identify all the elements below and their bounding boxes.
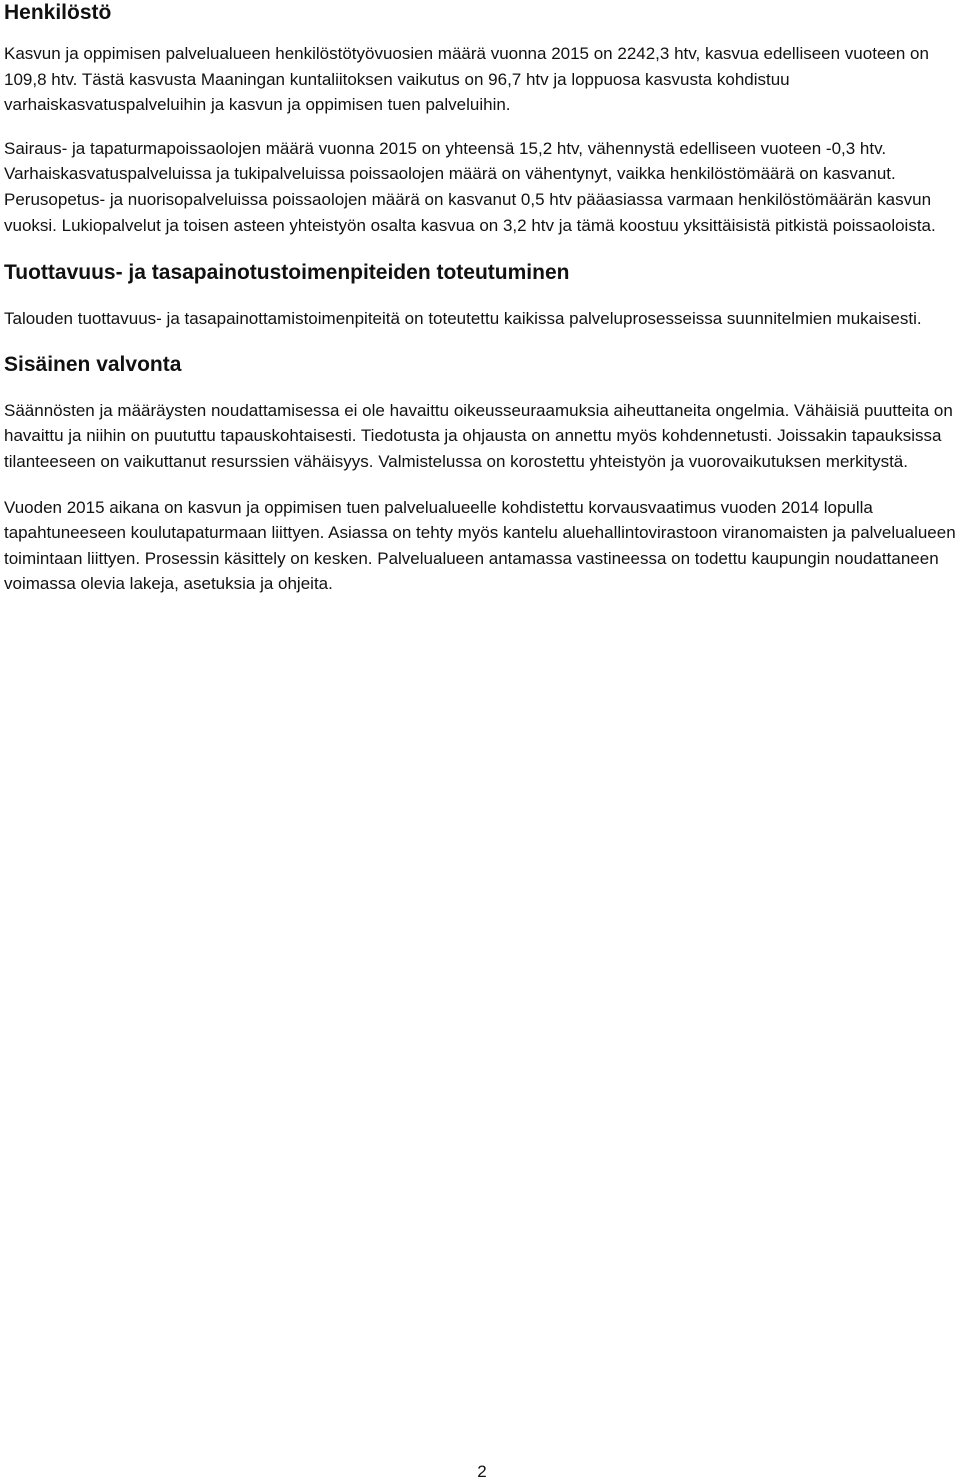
paragraph-tuottavuus: Talouden tuottavuus- ja tasapainottamistoimenpiteitä on toteutettu kaikissa palveluprosesseissa suunnitelmien mukaisesti.	[4, 309, 922, 329]
paragraph-valvonta-saannokset: Säännösten ja määräysten noudattamisessa ei ole havaittu oikeusseuraamuksia aiheuttaneita ongelmia. Vähäisiä puutteita on havaittu ja niihin on puututtu tapauskohtaisesti. Tiedotusta ja ohjausta on annettu myös kohdennetusti. Joissakin tapauksissa tilanteeseen on vaikuttanut resurssien vähäisyys. Valmistelussa on korostettu yhteistyön ja vuorovaikutuksen merkitystä.	[4, 400, 953, 471]
heading-sisainen-valvonta: Sisäinen valvonta	[4, 352, 182, 376]
page-number: 2	[477, 1462, 487, 1481]
document-page	[4, 0, 956, 597]
paragraph-poissaolot: Sairaus- ja tapaturmapoissaolojen määrä vuonna 2015 on yhteensä 15,2 htv, vähennystä edelliseen vuoteen -0,3 htv. Varhaiskasvatuspalveluissa ja tukipalveluissa poissaolojen määrä on vähentynyt, vaikka henkilöstömäärä on kasvanut. Perusopetus- ja nuorisopalveluissa poissaolojen määrä on kasvanut 0,5 htv pääasiassa varmaan henkilöstömäärän kasvun vuoksi. Lukiopalvelut ja toisen asteen yhteistyön osalta kasvua on 3,2 htv ja tämä koostuu yksittäisistä pitkistä poissaoloista.	[4, 138, 936, 235]
paragraph-henkilostotyovuodet: Kasvun ja oppimisen palvelualueen henkilöstötyövuosien määrä vuonna 2015 on 2242,3 htv, kasvua edelliseen vuoteen on 109,8 htv. Tästä kasvusta Maaningan kuntaliitoksen vaikutus on 96,7 htv ja loppuosa kasvusta kohdistuu varhaiskasvatuspalveluihin ja kasvun ja oppimisen tuen palveluihin.	[4, 44, 929, 115]
heading-tuottavuus: Tuottavuus- ja tasapainotustoimenpiteiden toteutuminen	[4, 261, 570, 285]
paragraph-valvonta-korvausvaatimus: Vuoden 2015 aikana on kasvun ja oppimisen tuen palvelualueelle kohdistettu korvausvaatimus vuoden 2014 lopulla tapahtuneeseen koulutapaturmaan liittyen. Asiassa on tehty myös kantelu aluehallintovirastoon viranomaisten ja palvelualueen toimintaan liittyen. Prosessin käsittely on kesken. Palvelualueen antamassa vastineessa on todettu kaupungin noudattaneen voimassa olevia lakeja, asetuksia ja ohjeita.	[4, 497, 956, 594]
heading-henkilosto: Henkilöstö	[4, 1, 112, 24]
